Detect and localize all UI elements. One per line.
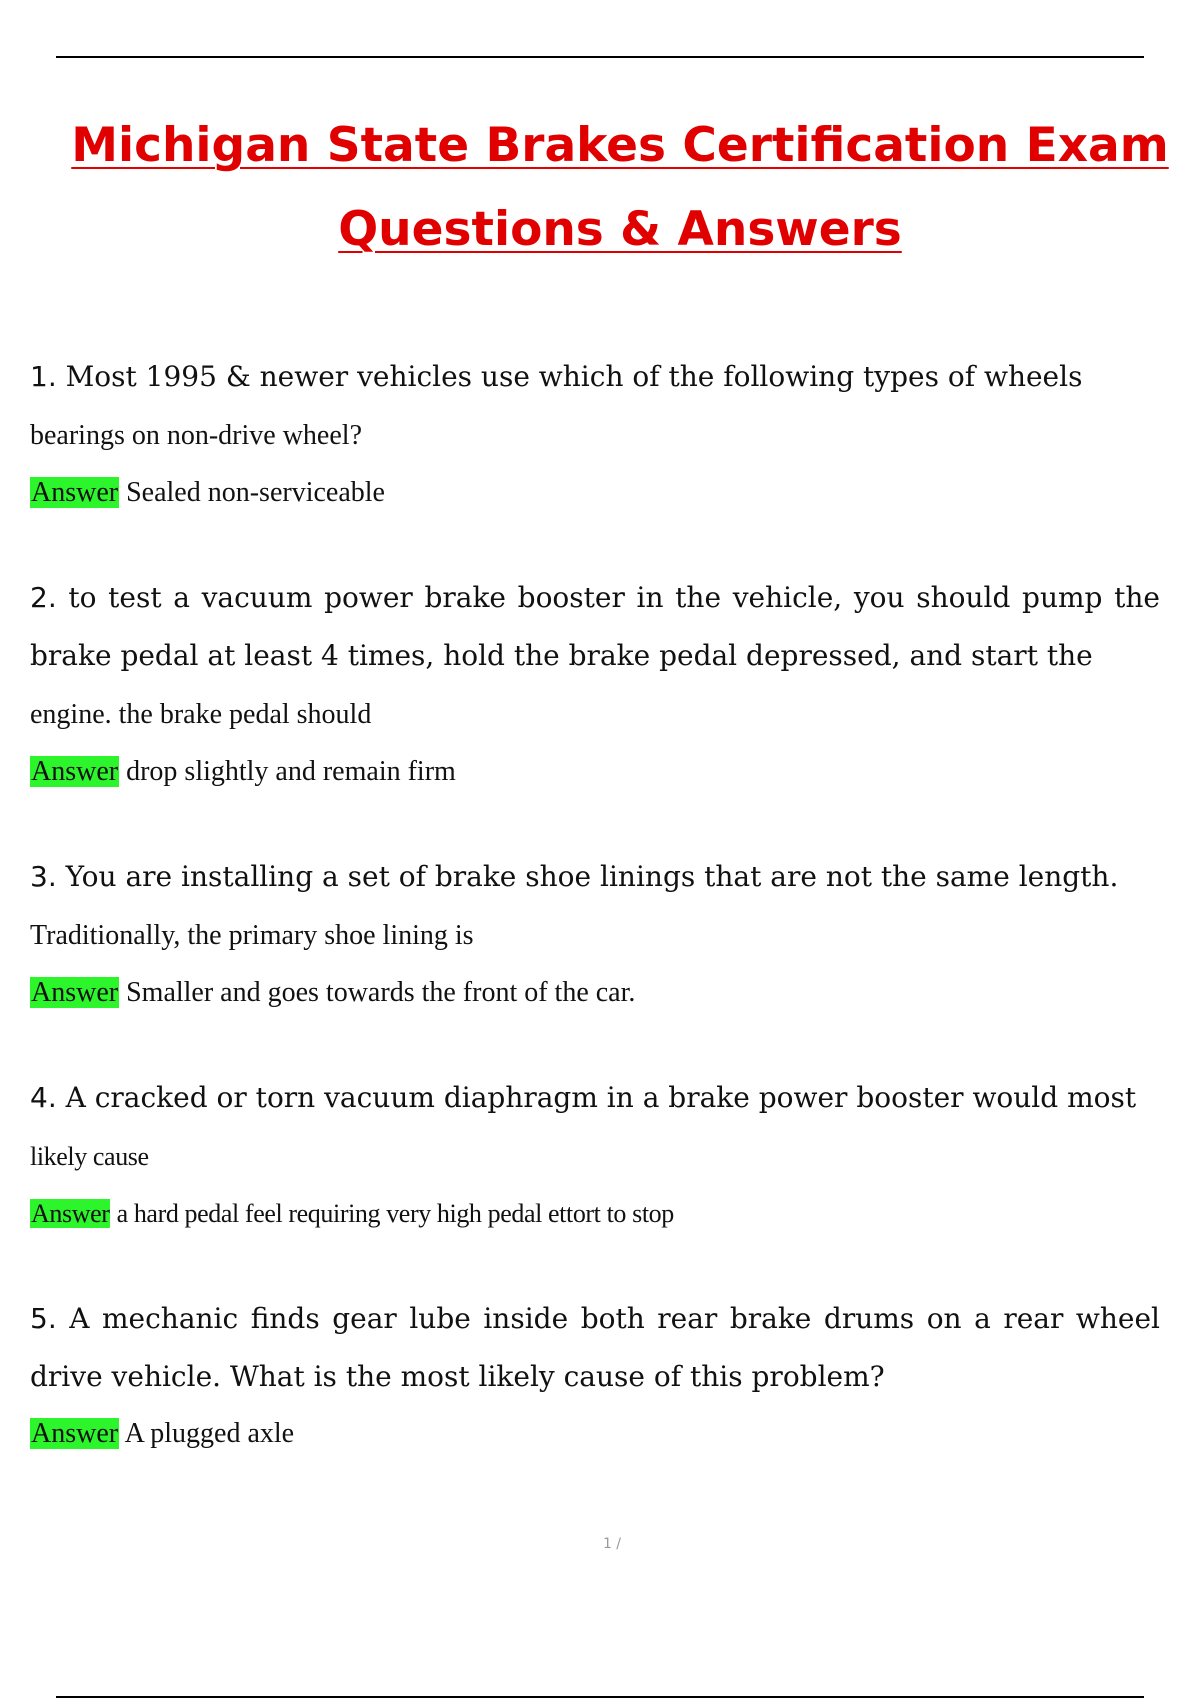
answer-line bbox=[30, 1186, 1160, 1242]
question-body-tail: engine. the brake pedal should bbox=[30, 699, 372, 730]
answer-text: Sealed non-serviceable bbox=[126, 477, 385, 508]
answer-line bbox=[30, 1406, 1160, 1462]
question-body: to test a vacuum power brake booster in the vehicle, you should pump the brake pedal at least 4 times, hold the brake pedal depressed, and start the bbox=[30, 581, 1160, 672]
question-body: A cracked or torn vacuum diaphragm in a brake power booster would most bbox=[56, 1081, 1137, 1114]
question-item bbox=[30, 1069, 1160, 1242]
page-number: 1 / bbox=[602, 1536, 622, 1552]
answer-text: drop slightly and remain firm bbox=[126, 756, 456, 787]
answer-label: Answer bbox=[31, 756, 119, 787]
question-number: 3. bbox=[30, 860, 57, 893]
question-body: Most 1995 & newer vehicles use which of the following types of wheels bbox=[56, 360, 1083, 393]
question-text bbox=[30, 569, 1160, 744]
question-number: 2. bbox=[30, 581, 57, 614]
question-body-tail: Traditionally, the primary shoe lining is bbox=[30, 920, 474, 951]
question-item bbox=[30, 848, 1160, 1021]
question-item bbox=[30, 1290, 1160, 1462]
question-number: 5. bbox=[30, 1302, 57, 1335]
answer-label: Answer bbox=[31, 1199, 110, 1228]
question-text bbox=[30, 1290, 1160, 1406]
answer-text: a hard pedal feel requiring very high pedal ettort to stop bbox=[116, 1199, 674, 1228]
bottom-rule bbox=[56, 1696, 1144, 1698]
question-body-tail: likely cause bbox=[30, 1142, 149, 1171]
answer-label: Answer bbox=[31, 977, 119, 1008]
question-list bbox=[30, 348, 1160, 1510]
answer-line bbox=[30, 744, 1160, 800]
question-body: You are installing a set of brake shoe linings that are not the same length. bbox=[56, 860, 1119, 893]
question-number: 4. bbox=[30, 1081, 57, 1114]
answer-label: Answer bbox=[31, 1418, 119, 1449]
question-number: 1. bbox=[30, 360, 57, 393]
question-text bbox=[30, 848, 1160, 965]
answer-label: Answer bbox=[31, 477, 119, 508]
answer-text: A plugged axle bbox=[124, 1418, 295, 1449]
question-item bbox=[30, 348, 1160, 521]
answer-line bbox=[30, 965, 1160, 1021]
answer-line bbox=[30, 465, 1160, 521]
document-title bbox=[30, 104, 1200, 272]
question-text bbox=[30, 1069, 1160, 1186]
question-body-tail: bearings on non-drive wheel? bbox=[30, 420, 362, 451]
top-rule bbox=[56, 56, 1144, 58]
question-text bbox=[30, 348, 1160, 465]
question-body: A mechanic finds gear lube inside both rear brake drums on a rear wheel drive vehicle. What is the most likely cause of this problem? bbox=[30, 1302, 1160, 1393]
title-line-1: Michigan State Brakes Certification Exam bbox=[71, 118, 1169, 173]
answer-text: Smaller and goes towards the front of the car. bbox=[126, 977, 636, 1008]
question-item bbox=[30, 569, 1160, 800]
title-line-2: Questions & Answers bbox=[338, 202, 902, 257]
